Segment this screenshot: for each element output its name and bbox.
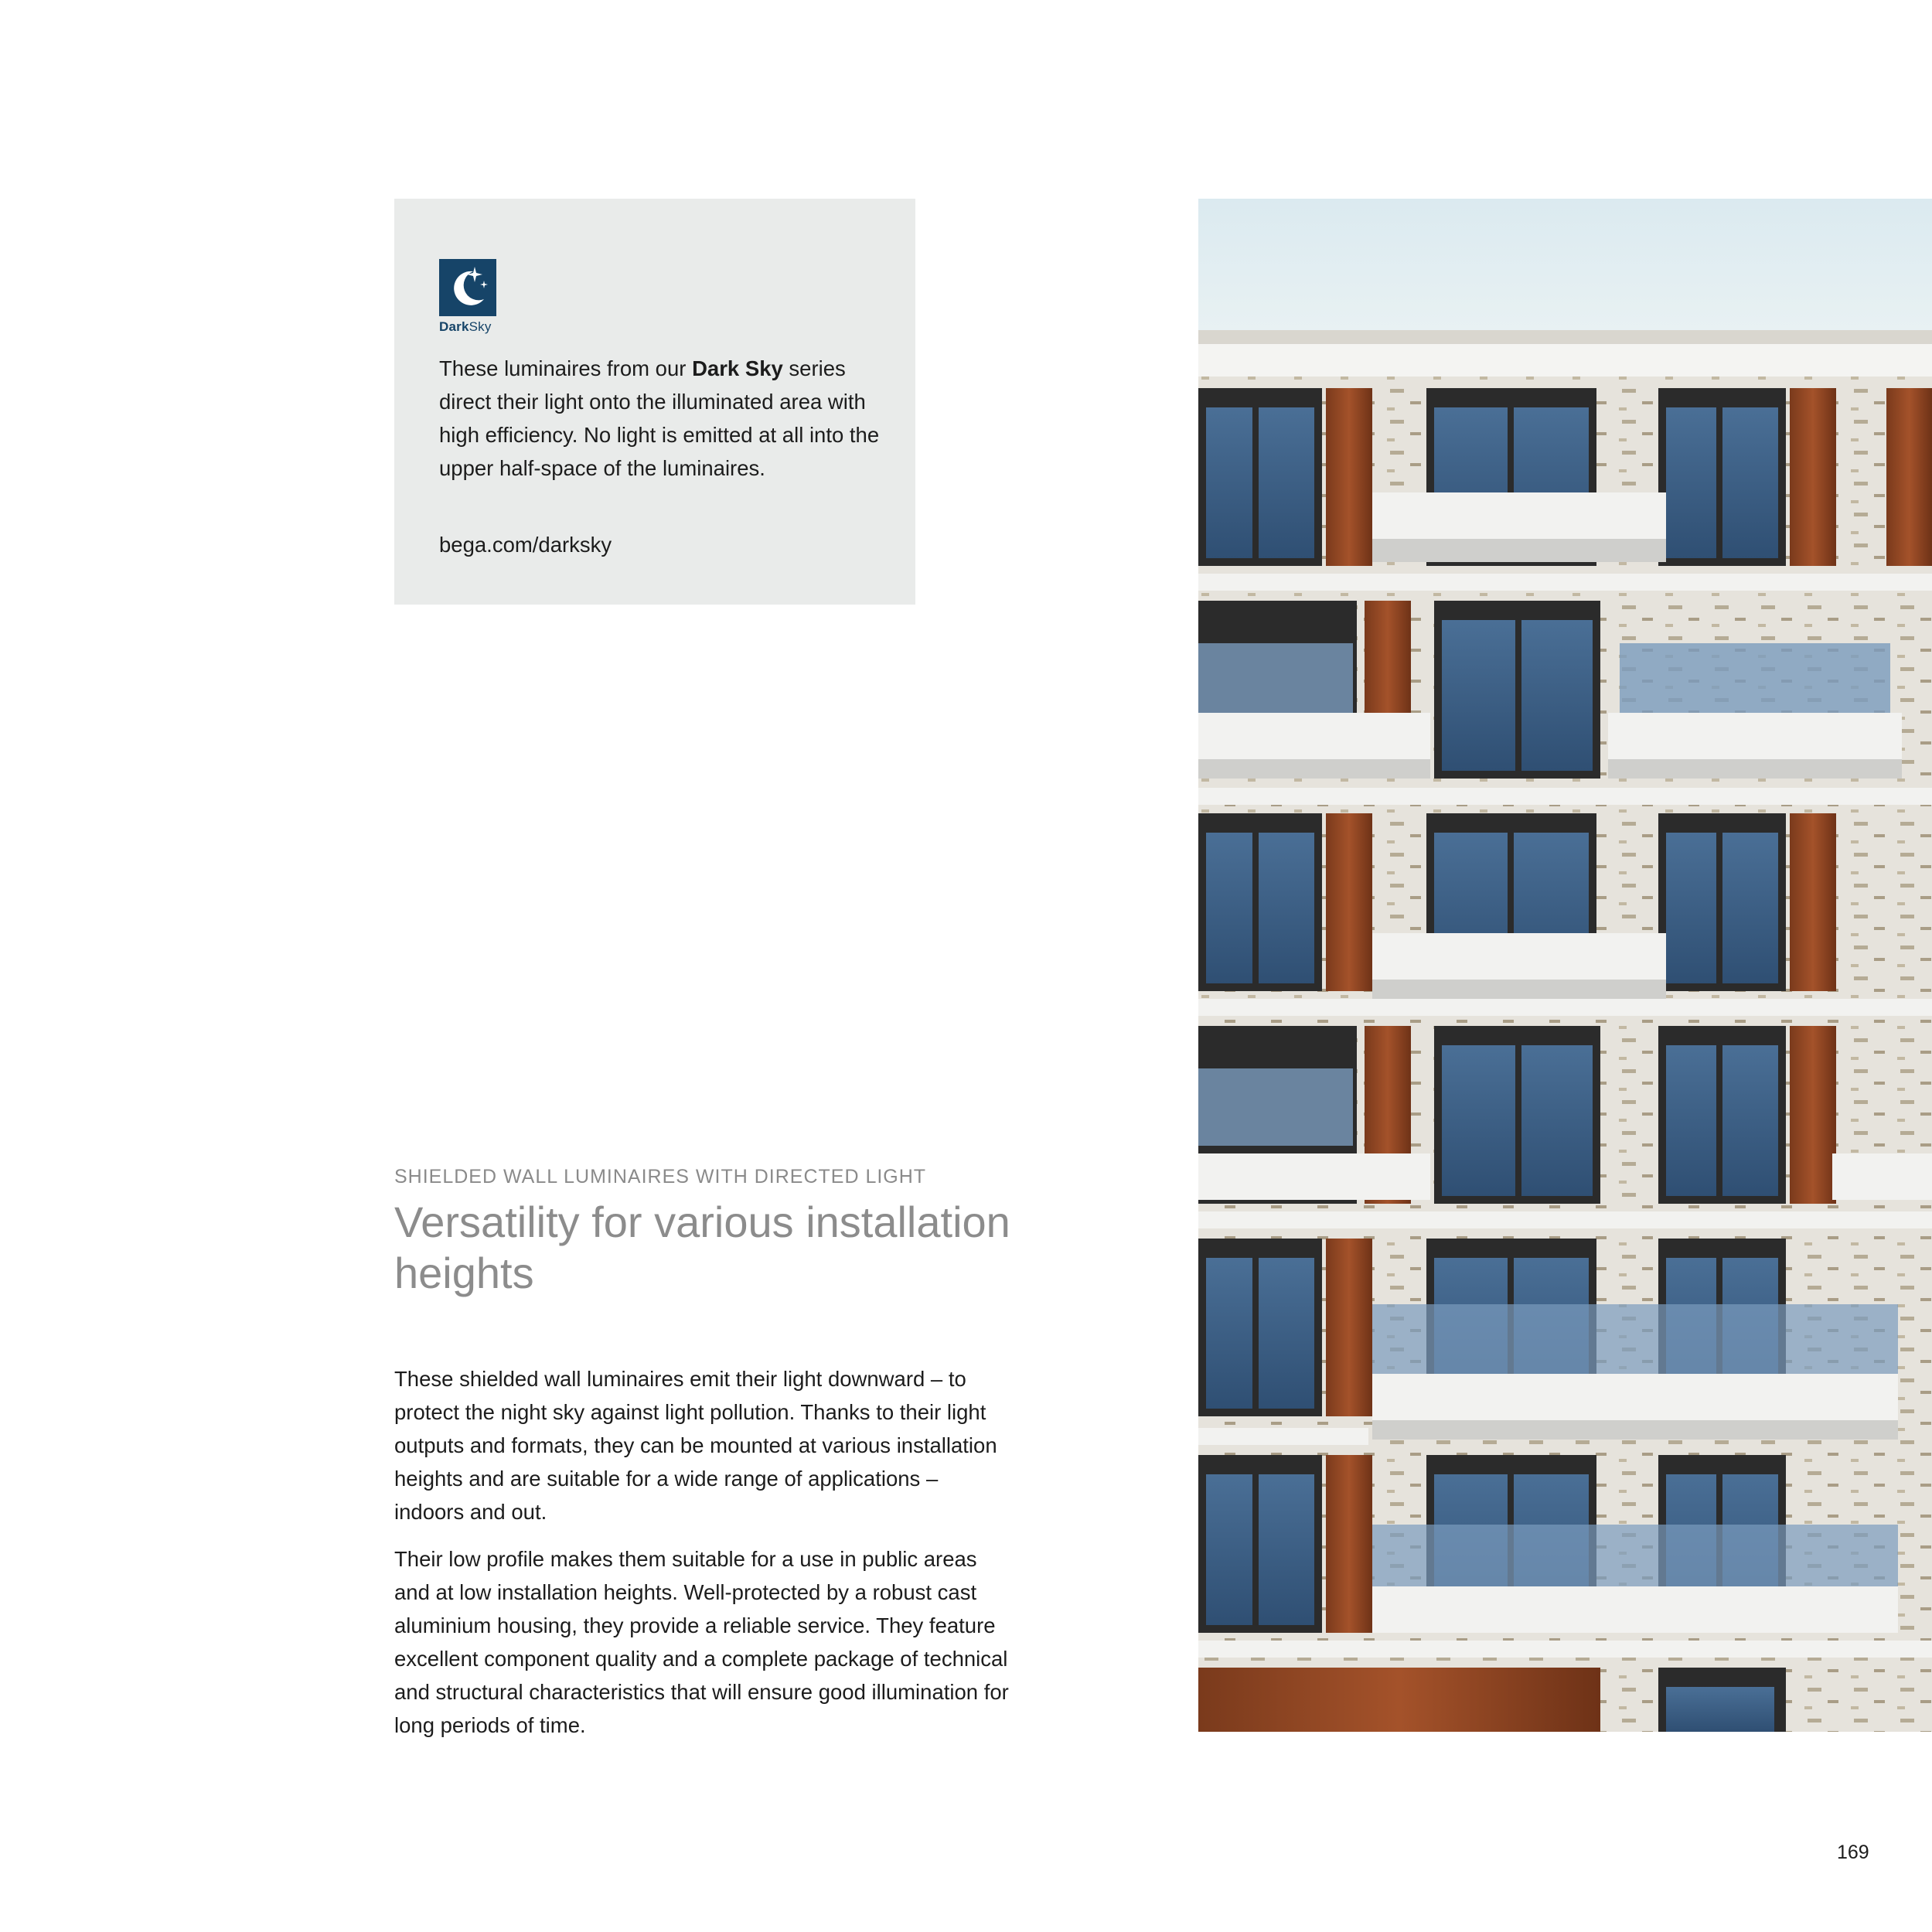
dark-sky-link[interactable]: bega.com/darksky — [439, 533, 612, 557]
moon-stars-icon — [439, 259, 496, 316]
body-paragraph-2: Their low profile makes them suitable for a use in public areas and at low installation heights. Well-protected by a robust cast aluminium housing, they provide a reliable service. They feature excellent component quality and a complete package of technical and structural characteristics that will ensure good illumination for long periods of time. — [394, 1547, 1009, 1737]
dark-sky-logo — [439, 259, 496, 335]
page-number: 169 — [1837, 1842, 1869, 1863]
section-eyebrow: SHIELDED WALL LUMINAIRES WITH DIRECTED LIGHT — [394, 1166, 927, 1187]
dark-sky-infobox — [394, 199, 915, 605]
dark-sky-emphasis: Dark Sky — [692, 356, 783, 380]
building-facade-photo — [1198, 199, 1932, 1732]
dark-sky-logo-label: DarkSky — [439, 319, 492, 334]
dark-sky-description: These luminaires from our Dark Sky series direct their light onto the illuminated area with high efficiency. No light is emitted at all into the upper half-space of the luminaires. — [439, 356, 880, 480]
body-paragraph-1: These shielded wall luminaires emit their light downward – to protect the night sky against light pollution. Thanks to their light outputs and formats, they can be mounted at various installation heights and are suitable for a wide range of applications – indoors and out. — [394, 1367, 997, 1524]
section-headline: Versatility for various installation heights — [394, 1198, 1010, 1297]
